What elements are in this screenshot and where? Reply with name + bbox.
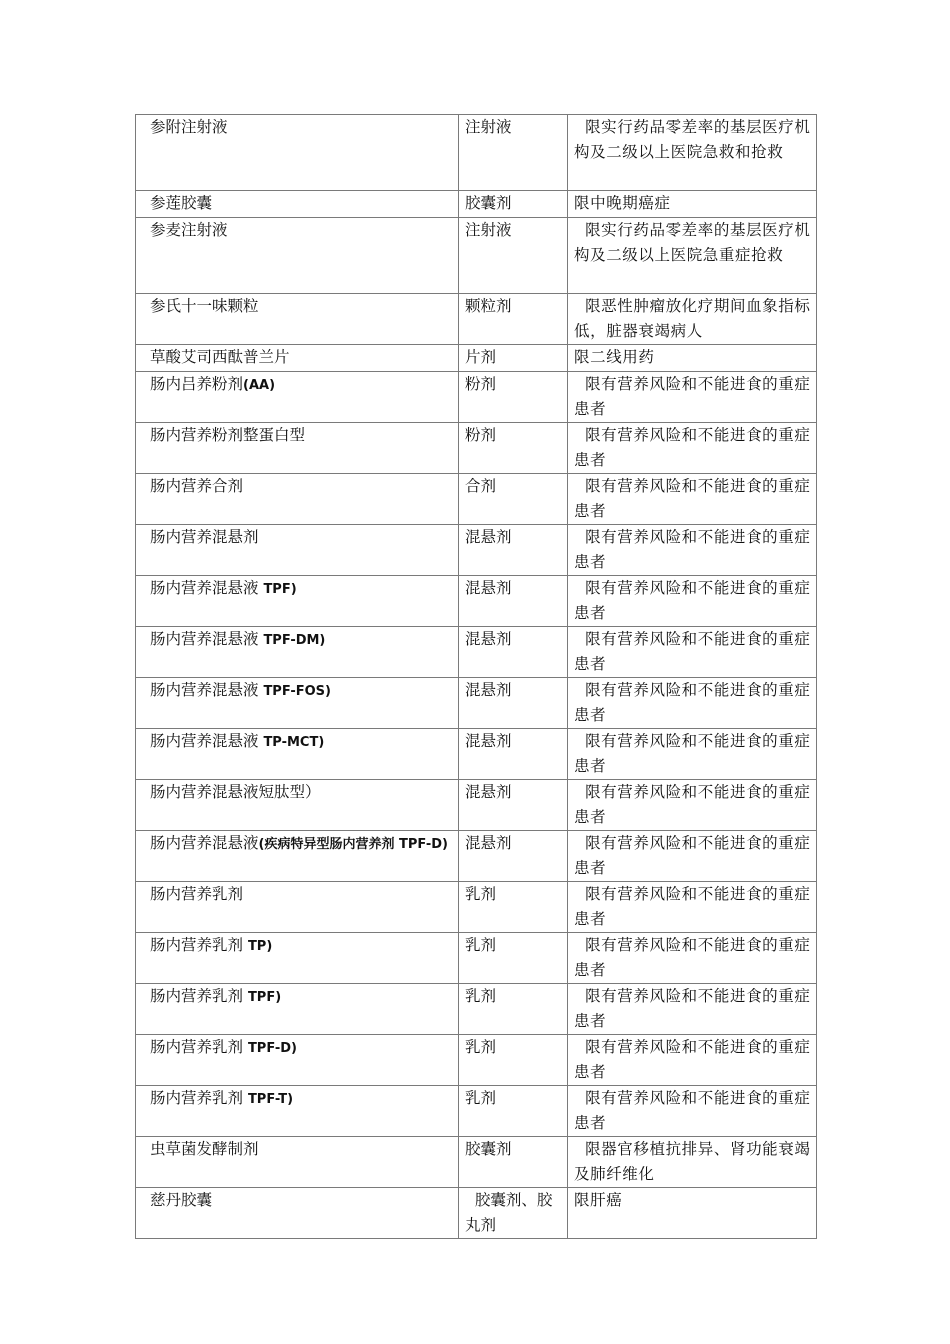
drug-name: 肠内吕养粉剂 xyxy=(150,375,244,393)
table-row xyxy=(136,423,817,474)
drug-name: 肠内营养乳剂 xyxy=(150,1089,248,1107)
table-row xyxy=(136,525,817,576)
table-row xyxy=(136,627,817,678)
drug-name: 参附注射液 xyxy=(150,118,228,136)
drug-name: 虫草菌发酵制剂 xyxy=(150,1140,259,1158)
restriction-remark-cell: 限有营养风险和不能进食的重症患者 xyxy=(568,882,817,933)
drug-name: 肠内营养混悬液 xyxy=(150,579,264,597)
dosage-form-cell: 片剂 xyxy=(459,345,568,372)
dosage-form-cell: 粉剂 xyxy=(459,423,568,474)
drug-name-cell xyxy=(136,372,459,423)
restriction-remark-cell: 限恶性肿瘤放化疗期间血象指标低，脏器衰竭病人 xyxy=(568,294,817,345)
table-row xyxy=(136,576,817,627)
drug-name-suffix: TP-MCT) xyxy=(263,735,325,750)
dosage-form-cell: 胶囊剂 xyxy=(459,191,568,218)
drug-name-cell xyxy=(136,576,459,627)
dosage-form-cell: 混悬剂 xyxy=(459,525,568,576)
table-body xyxy=(136,115,817,1239)
table-row xyxy=(136,933,817,984)
drug-name-cell xyxy=(136,627,459,678)
dosage-form-cell: 胶囊剂、胶丸剂 xyxy=(459,1188,568,1239)
restriction-remark-cell: 限有营养风险和不能进食的重症患者 xyxy=(568,1035,817,1086)
table-row xyxy=(136,1086,817,1137)
drug-name-suffix: (AA) xyxy=(243,378,276,393)
drug-name-cell xyxy=(136,525,459,576)
restriction-remark-cell: 限实行药品零差率的基层医疗机构及二级以上医院急救和抢救 xyxy=(568,115,817,191)
drug-name-cell xyxy=(136,1188,459,1239)
table-row xyxy=(136,678,817,729)
table-row xyxy=(136,218,817,294)
restriction-remark-cell: 限有营养风险和不能进食的重症患者 xyxy=(568,627,817,678)
restriction-remark-cell: 限有营养风险和不能进食的重症患者 xyxy=(568,576,817,627)
drug-name: 肠内营养乳剂 xyxy=(150,987,248,1005)
table-row xyxy=(136,191,817,218)
drug-name: 肠内营养乳剂 xyxy=(150,936,248,954)
drug-name-cell xyxy=(136,831,459,882)
drug-name: 参氏十一味颗粒 xyxy=(150,297,259,315)
restriction-remark-cell: 限二线用药 xyxy=(568,345,817,372)
restriction-remark-cell: 限有营养风险和不能进食的重症患者 xyxy=(568,729,817,780)
table-row xyxy=(136,345,817,372)
dosage-form-cell: 混悬剂 xyxy=(459,576,568,627)
drug-name-cell xyxy=(136,678,459,729)
drug-name: 参莲胶囊 xyxy=(150,194,213,212)
restriction-remark-cell: 限有营养风险和不能进食的重症患者 xyxy=(568,372,817,423)
table-row xyxy=(136,882,817,933)
drug-name: 肠内营养混悬液 xyxy=(150,681,264,699)
drug-name: 慈丹胶囊 xyxy=(150,1191,213,1209)
dosage-form-cell: 注射液 xyxy=(459,115,568,191)
drug-name-suffix: TPF) xyxy=(247,990,282,1005)
drug-name-cell xyxy=(136,1137,459,1188)
restriction-remark-cell: 限有营养风险和不能进食的重症患者 xyxy=(568,423,817,474)
restriction-remark-cell: 限有营养风险和不能进食的重症患者 xyxy=(568,933,817,984)
drug-name-cell xyxy=(136,115,459,191)
restriction-remark-cell: 限有营养风险和不能进食的重症患者 xyxy=(568,831,817,882)
drug-name-suffix: TPF-DM) xyxy=(263,633,326,648)
restriction-remark-cell: 限有营养风险和不能进食的重症患者 xyxy=(568,474,817,525)
restriction-remark-cell: 限有营养风险和不能进食的重症患者 xyxy=(568,525,817,576)
dosage-form-cell: 合剂 xyxy=(459,474,568,525)
table-row xyxy=(136,729,817,780)
drug-name-cell xyxy=(136,218,459,294)
dosage-form-cell: 颗粒剂 xyxy=(459,294,568,345)
table-row xyxy=(136,294,817,345)
dosage-form-cell: 混悬剂 xyxy=(459,678,568,729)
drug-name: 肠内营养混悬液短肽型） xyxy=(150,783,321,801)
drug-name-suffix: TPF-T) xyxy=(247,1092,294,1107)
drug-name-cell xyxy=(136,729,459,780)
restriction-remark-cell: 限有营养风险和不能进食的重症患者 xyxy=(568,984,817,1035)
drug-name-cell xyxy=(136,1086,459,1137)
drug-name-suffix: (疾病特异型肠内营养剂 TPF-D) xyxy=(258,837,448,852)
table-row xyxy=(136,780,817,831)
dosage-form-cell: 混悬剂 xyxy=(459,627,568,678)
dosage-form-cell: 乳剂 xyxy=(459,1035,568,1086)
drug-name-cell xyxy=(136,474,459,525)
dosage-form-cell: 乳剂 xyxy=(459,882,568,933)
dosage-form-cell: 混悬剂 xyxy=(459,729,568,780)
drug-name-cell xyxy=(136,933,459,984)
drug-name-suffix: TPF) xyxy=(263,582,297,597)
drug-name: 参麦注射液 xyxy=(150,221,228,239)
restriction-remark-cell: 限有营养风险和不能进食的重症患者 xyxy=(568,780,817,831)
drug-name-cell xyxy=(136,780,459,831)
table-row xyxy=(136,372,817,423)
dosage-form-cell: 粉剂 xyxy=(459,372,568,423)
drug-name-cell xyxy=(136,191,459,218)
dosage-form-cell: 乳剂 xyxy=(459,1086,568,1137)
drug-name-cell xyxy=(136,984,459,1035)
drug-name-cell xyxy=(136,882,459,933)
drug-name-suffix: TPF-D) xyxy=(247,1041,297,1056)
drug-name: 肠内营养混悬液 xyxy=(150,834,259,852)
drug-name-cell xyxy=(136,345,459,372)
restriction-remark-cell: 限肝癌 xyxy=(568,1188,817,1239)
dosage-form-cell: 注射液 xyxy=(459,218,568,294)
restriction-remark-cell: 限器官移植抗排异、肾功能衰竭及肺纤维化 xyxy=(568,1137,817,1188)
drug-name: 肠内营养混悬剂 xyxy=(150,528,259,546)
drug-name: 肠内营养混悬液 xyxy=(150,732,264,750)
table-row xyxy=(136,1035,817,1086)
drug-name: 肠内营养乳剂 xyxy=(150,885,244,903)
drug-name-cell xyxy=(136,294,459,345)
drug-name: 肠内营养乳剂 xyxy=(150,1038,248,1056)
table-row xyxy=(136,474,817,525)
restriction-remark-cell: 限实行药品零差率的基层医疗机构及二级以上医院急重症抢救 xyxy=(568,218,817,294)
restriction-remark-cell: 限有营养风险和不能进食的重症患者 xyxy=(568,1086,817,1137)
table-row xyxy=(136,115,817,191)
restriction-remark-cell: 限中晚期癌症 xyxy=(568,191,817,218)
table-row xyxy=(136,831,817,882)
drug-name-cell xyxy=(136,423,459,474)
drug-name: 肠内营养合剂 xyxy=(150,477,244,495)
drug-name: 草酸艾司西酞普兰片 xyxy=(150,348,290,366)
drug-name-suffix: TP) xyxy=(247,939,273,954)
dosage-form-cell: 混悬剂 xyxy=(459,831,568,882)
dosage-form-cell: 胶囊剂 xyxy=(459,1137,568,1188)
table-row xyxy=(136,1137,817,1188)
dosage-form-cell: 乳剂 xyxy=(459,984,568,1035)
dosage-form-cell: 混悬剂 xyxy=(459,780,568,831)
table-row xyxy=(136,984,817,1035)
restriction-remark-cell: 限有营养风险和不能进食的重症患者 xyxy=(568,678,817,729)
table-row xyxy=(136,1188,817,1239)
dosage-form-cell: 乳剂 xyxy=(459,933,568,984)
drug-name-cell xyxy=(136,1035,459,1086)
drug-name-suffix: TPF-FOS) xyxy=(263,684,331,699)
drug-name: 肠内营养粉剂整蛋白型 xyxy=(150,426,306,444)
drug-name: 肠内营养混悬液 xyxy=(150,630,264,648)
drug-restriction-table xyxy=(135,114,817,1239)
